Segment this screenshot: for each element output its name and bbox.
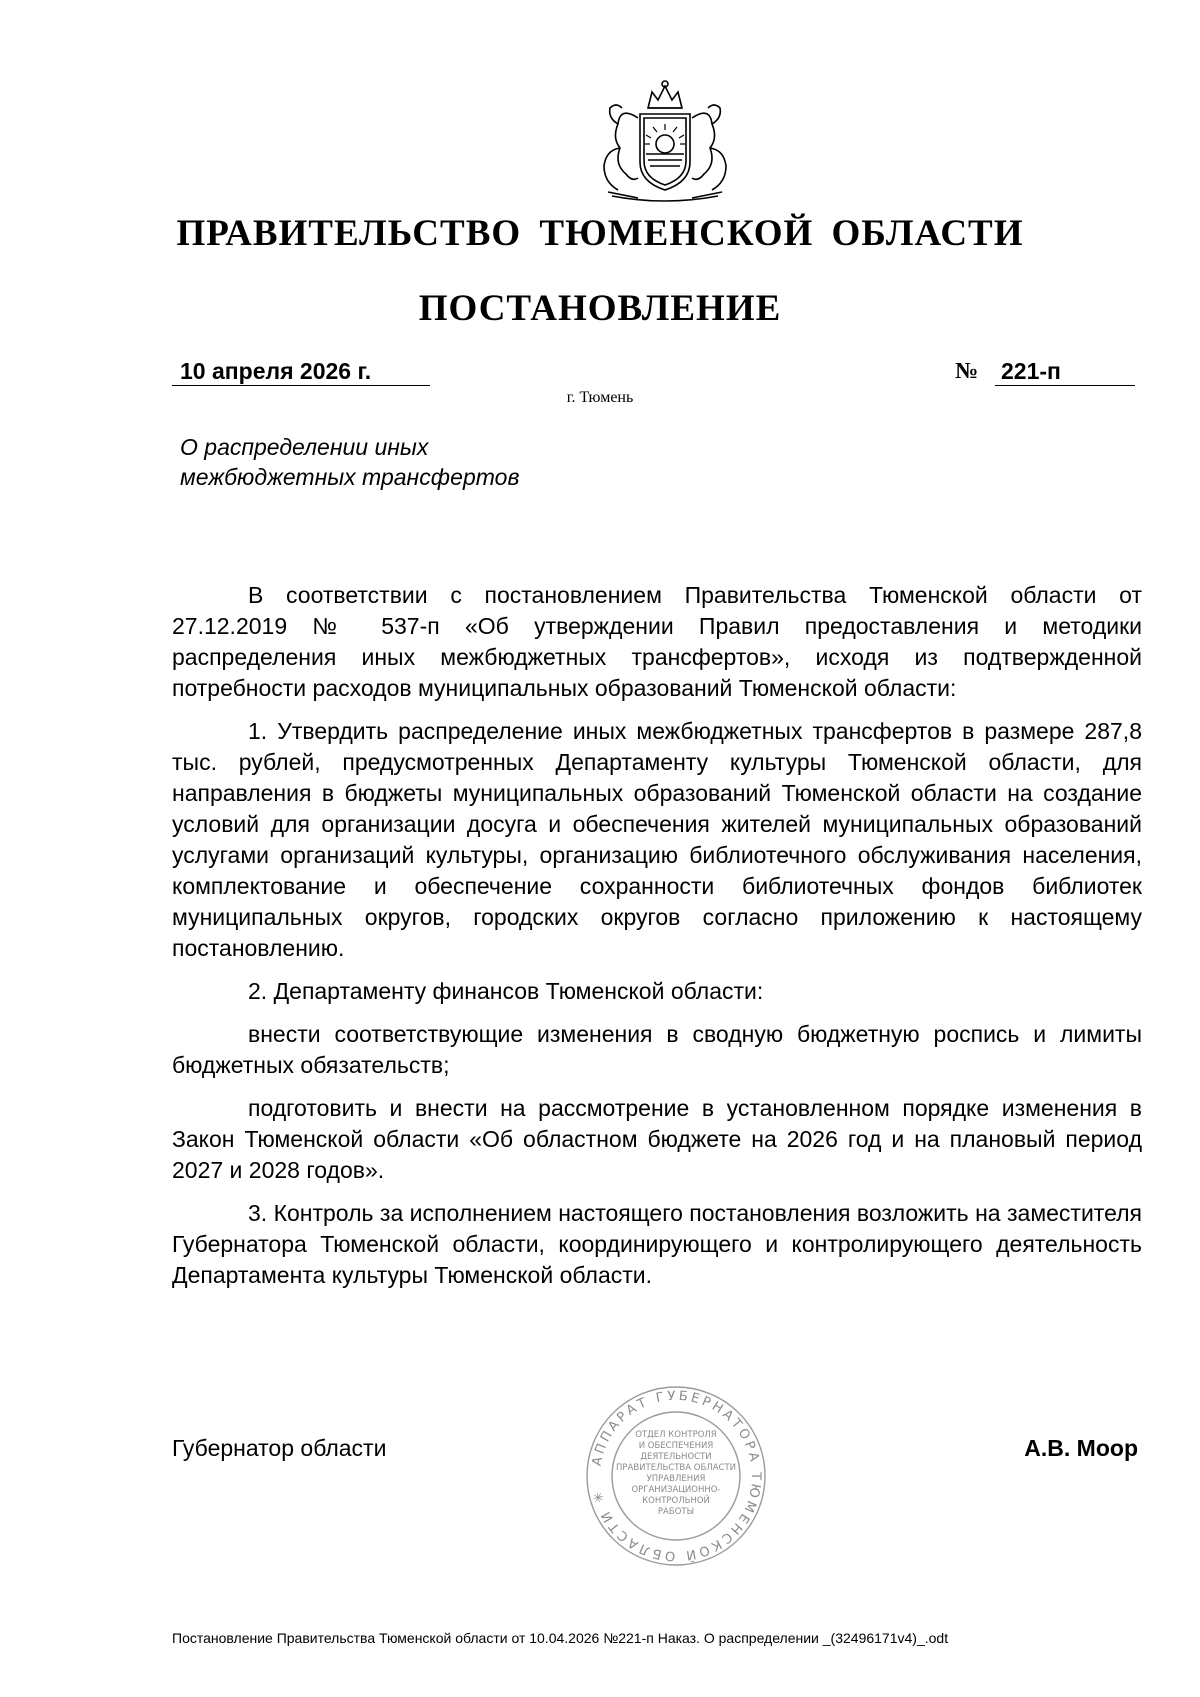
city-label: г. Тюмень [566, 389, 634, 406]
document-type-title: ПОСТАНОВЛЕНИЕ [418, 288, 782, 329]
official-stamp [585, 1385, 767, 1567]
item-2-paragraph: 2. Департаменту финансов Тюменской области: [248, 978, 764, 1004]
item-2a-paragraph: внести соответствующие изменения в сводную бюджетную роспись и лимиты бюджетных обязательств; [172, 1021, 1142, 1078]
signatory-position: Губернатор области [172, 1435, 387, 1461]
svg-text:УПРАВЛЕНИЯ: УПРАВЛЕНИЯ [646, 1474, 706, 1484]
svg-text:ДЕЯТЕЛЬНОСТИ: ДЕЯТЕЛЬНОСТИ [640, 1452, 712, 1462]
signatory-name: А.В. Моор [1024, 1435, 1138, 1461]
subject-line-1: О распределении иных [180, 434, 429, 460]
footer-filename: Постановление Правительства Тюменской области от 10.04.2026 №221-п Наказ. О распределении _(32496171v4)_.odt [172, 1630, 949, 1646]
item-3-paragraph: 3. Контроль за исполнением настоящего постановления возложить на заместителя Губернатора Тюменской области, координирующего и контролирующего деятельность Департамента культуры Тюменской области. [172, 1200, 1142, 1288]
government-title: ПРАВИТЕЛЬСТВО ТЮМЕНСКОЙ ОБЛАСТИ [176, 213, 1024, 254]
document-number: 221-п [995, 357, 1135, 386]
subject-line-2: межбюджетных трансфертов [180, 464, 520, 490]
svg-text:ОРГАНИЗАЦИОННО-: ОРГАНИЗАЦИОННО- [631, 1485, 721, 1495]
document-date: 10 апреля 2026 г. [172, 357, 430, 386]
svg-text:РАБОТЫ: РАБОТЫ [657, 1507, 695, 1517]
item-1-paragraph: 1. Утвердить распределение иных межбюджетных трансфертов в размере 287,8 тыс. рублей, предусмотренных Департаменту культуры Тюменской области, для направления в бюджеты муниципальных образований Тюменской области на создание условий для организации досуга и обеспечения жителей муниципальных образований услугами организаций культуры, организацию библиотечного обслуживания населения, комплектование и обеспечение сохранности библиотечных фондов библиотек муниципальных округов, городских округов согласно приложению к настоящему постановлению. [172, 718, 1142, 961]
coat-of-arms-emblem [590, 78, 740, 210]
svg-text:ОТДЕЛ КОНТРОЛЯ: ОТДЕЛ КОНТРОЛЯ [635, 1430, 717, 1440]
svg-text:КОНТРОЛЬНОЙ: КОНТРОЛЬНОЙ [642, 1496, 710, 1506]
preamble-paragraph: В соответствии с постановлением Правительства Тюменской области от 27.12.2019 № 537-п «Об утверждении Правил предоставления и методики распределения иных межбюджетных трансфертов», исходя из подтвержденной потребности расходов муниципальных образований Тюменской области: [172, 582, 1142, 701]
svg-text:АППАРАТ ГУБЕРНАТОРА ТЮМЕНСКОЙ: АППАРАТ ГУБЕРНАТОРА ТЮМЕНСКОЙ ОБЛАСТИ ✳ [589, 1388, 764, 1564]
svg-text:И ОБЕСПЕЧЕНИЯ: И ОБЕСПЕЧЕНИЯ [638, 1441, 714, 1451]
document-subject [180, 432, 519, 492]
number-label: № [955, 358, 979, 383]
document-body [172, 580, 1142, 1303]
svg-text:ПРАВИТЕЛЬСТВА ОБЛАСТИ: ПРАВИТЕЛЬСТВА ОБЛАСТИ [616, 1463, 736, 1473]
item-2b-paragraph: подготовить и внести на рассмотрение в установленном порядке изменения в Закон Тюменской области «Об областном бюджете на 2026 год и на плановый период 2027 и 2028 годов». [172, 1095, 1142, 1183]
